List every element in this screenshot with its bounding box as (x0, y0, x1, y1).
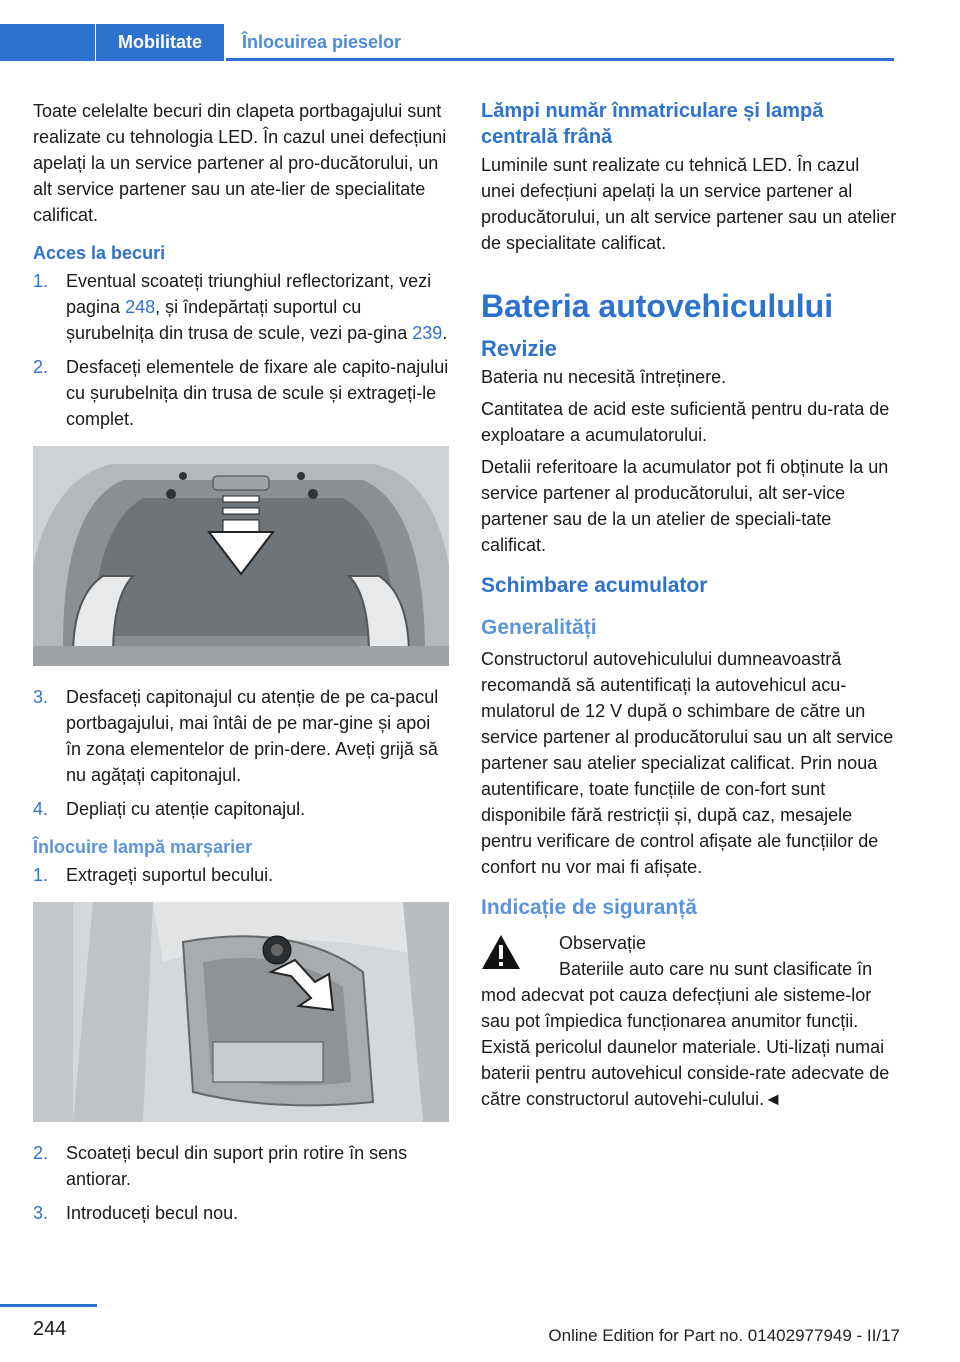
step-number: 1. (33, 271, 49, 291)
reverse-steps-1 (33, 862, 449, 888)
step-number: 1. (33, 865, 49, 885)
intro-paragraph: Toate celelalte becuri din clapeta portbagajului sunt realizate cu tehnologia LED. În cazul unei defecțiuni apelați la un service partener al pro-ducătorului, un alt service partener sau un ate-lier de specialitate calificat. (33, 101, 447, 225)
page-link-248[interactable]: 248 (125, 297, 156, 317)
access-heading: Acces la becuri (33, 243, 166, 263)
list-item (33, 684, 449, 788)
general-heading: Generalități (481, 616, 597, 639)
page-header (0, 0, 960, 62)
safety-heading: Indicație de siguranță (481, 896, 697, 919)
steps-after-figure (33, 684, 449, 822)
step-text: Desfaceți capitonajul cu atenție de pe ca-pacul portbagajului, mai întâi de pe mar-gine și apoi în zona elementelor de prin-dere. Aveți grijă să nu agățați capitonajul. (66, 687, 439, 785)
list-item (33, 1200, 449, 1226)
header-tab-mobilitate[interactable]: Mobilitate (96, 24, 224, 61)
revision-paragraph-2: Cantitatea de acid este suficientă pentru du-rata de exploatare a acumulatorului. (481, 399, 890, 445)
warning-triangle-icon (481, 934, 521, 970)
access-steps (33, 268, 449, 432)
list-item (33, 354, 449, 432)
trunk-lid-lining-image (33, 446, 449, 666)
step-number: 2. (33, 1143, 49, 1163)
page-link-239[interactable]: 239 (412, 323, 443, 343)
reverse-lamp-heading: Înlocuire lampă marșarier (33, 837, 253, 857)
battery-change-heading: Schimbare acumulator (481, 574, 708, 597)
plate-lamp-text: Luminile sunt realizate cu tehnică LED. În cazul unei defecțiuni apelați la un service partener al producătorului, un alt service partener sau un atelier de specialitate calificat. (481, 155, 897, 253)
step-text: Desfaceți elementele de fixare ale capito-najului cu șurubelnița din trusa de scule și extrageți-le complet. (66, 357, 449, 429)
plate-lamp-heading: Lămpi număr înmatriculare și lampă centrală frână (481, 100, 824, 148)
list-item (33, 862, 449, 888)
step-number: 4. (33, 799, 49, 819)
header-accent-block (0, 24, 95, 61)
reverse-steps-2 (33, 1140, 449, 1226)
battery-heading: Bateria autovehiculului (481, 288, 834, 324)
revision-heading: Revizie (481, 336, 557, 361)
right-column (481, 98, 897, 1122)
bulb-holder-image (33, 902, 449, 1122)
header-tab-section[interactable]: Înlocuirea pieselor (226, 24, 894, 61)
step-text: Introduceți becul nou. (66, 1203, 239, 1223)
warning-first-line: Bateriile auto care nu sunt clasificate în (559, 959, 873, 979)
revision-paragraph-3: Detalii referitoare la acumulator pot fi obținute la un service partener al producătorului, alt ser-vice partener sau de la un atelier de speciali-tate calificat. (481, 457, 889, 555)
warning-text: mod adecvat pot cauza defecțiuni ale sisteme-lor sau pot împiedica funcționarea anumitor funcții. Există pericolul daunelor materiale. Uti-lizați numai baterii pentru autovehicul conside-rate adecvate de către constructorul autovehi-culului.◄ (481, 985, 890, 1109)
step-number: 2. (33, 357, 49, 377)
step-number: 3. (33, 687, 49, 707)
warning-title: Observație (559, 933, 647, 953)
edition-text: Online Edition for Part no. 01402977949 - II/17 (548, 1326, 900, 1345)
list-item (33, 796, 449, 822)
page-number: 244 (33, 1318, 67, 1340)
step-text: Extrageți suportul becului. (66, 865, 274, 885)
general-text: Constructorul autovehiculului dumneavoastră recomandă să autentificați la autovehicul acu-mulatorul de 12 V după o schimbare de către un service partener al producătorului sau un alt service partener sau atelier specializat calificat. Prin noua autentificare, toate funcțiile de con-fort sunt disponibile fără restricții și, după caz, mesajele pentru verificare de control afișate ale funcțiilor de confort nu vor mai fi afișate. (481, 649, 894, 877)
list-item: 1. Eventual scoateți triunghiul reflectorizant, vezi pagina 248, și îndepărtați suportul cu șurubelnița din trusa de scule, vezi pa-gina 239. (33, 268, 449, 346)
revision-paragraph-1: Bateria nu necesită întreținere. (481, 367, 727, 387)
step-text: Depliați cu atenție capitonajul. (66, 799, 306, 819)
warning-block (481, 930, 897, 1112)
list-item (33, 1140, 449, 1192)
step-text: Scoateți becul din suport prin rotire în sens antiorar. (66, 1143, 408, 1189)
left-column (33, 98, 449, 1234)
step-number: 3. (33, 1203, 49, 1223)
footer-rule (0, 1304, 97, 1307)
